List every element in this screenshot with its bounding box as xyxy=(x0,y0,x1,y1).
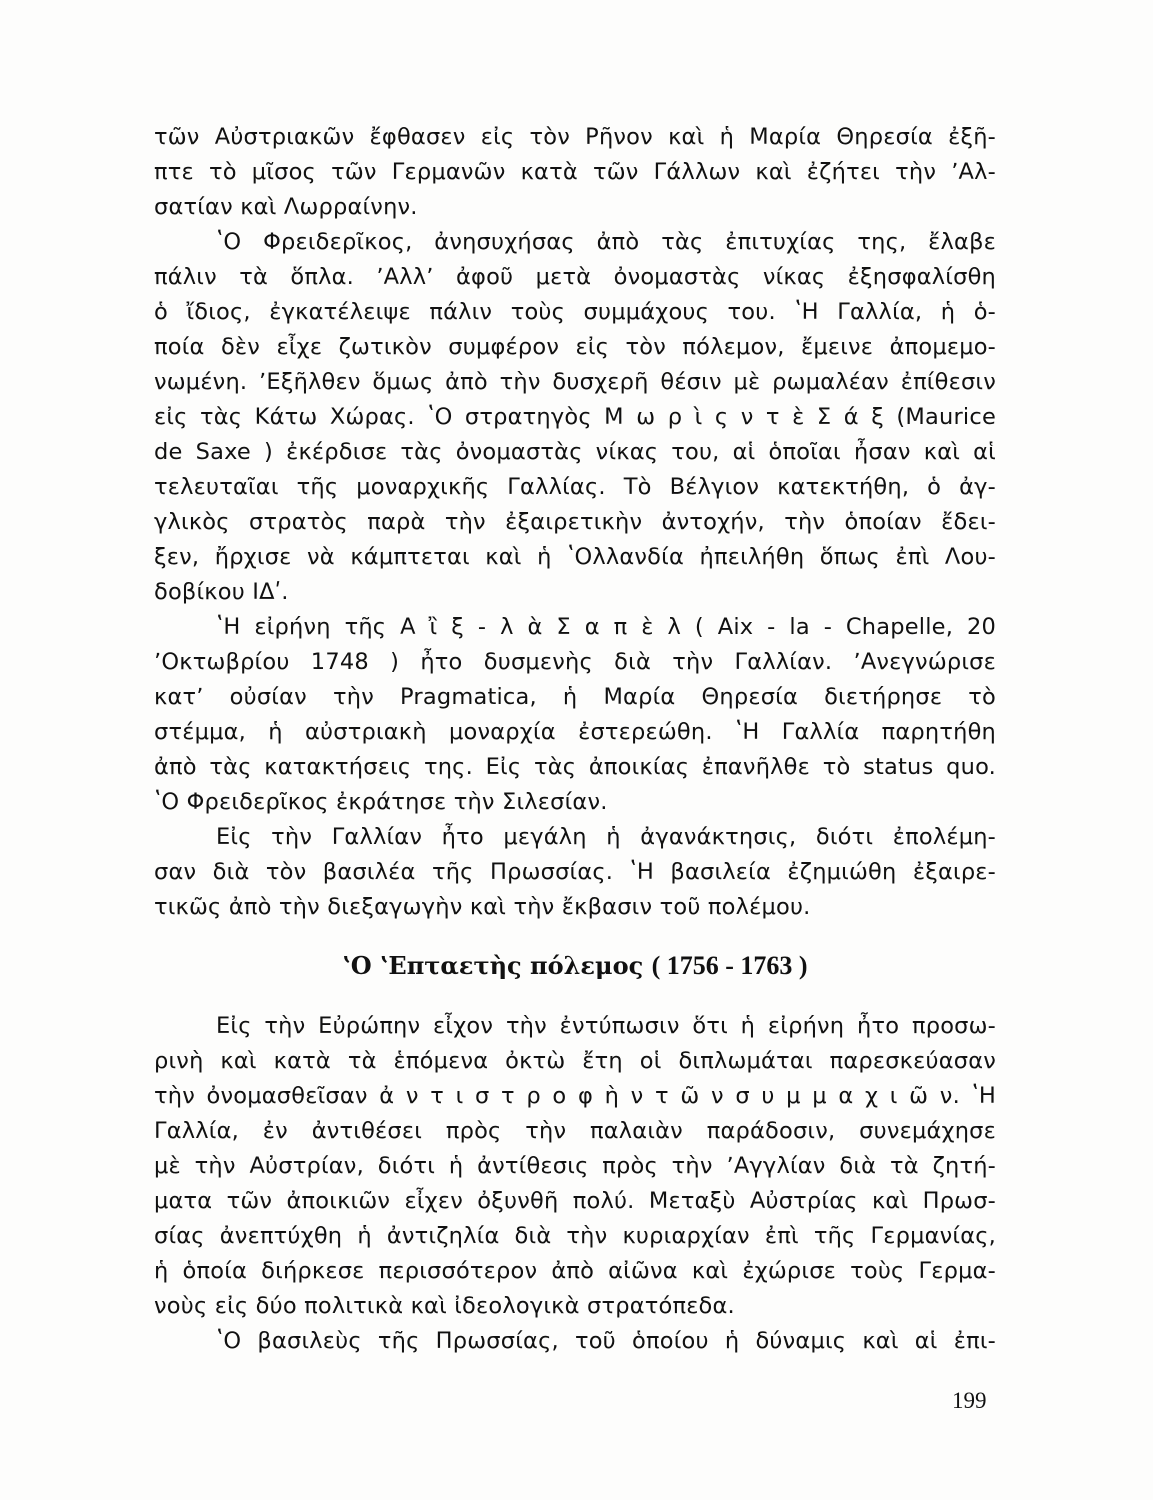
section-heading xyxy=(154,946,996,986)
text-line: ʼΟκτωβρίου 1748 ) ἦτο δυσμενὴς διὰ τὴν Γαλλίαν. ʼΑνεγνώρισε xyxy=(154,649,996,675)
paragraph-start-line: ʽΟ Φρειδερῖκος, ἀνησυχήσας ἀπὸ τὰς ἐπιτυχίας της, ἔλαβε xyxy=(216,229,996,255)
paragraph-start-line: ʽΟ βασιλεὺς τῆς Πρωσσίας, τοῦ ὁποίου ἡ δύναμις καὶ αἱ ἐπι- xyxy=(216,1328,996,1354)
text-line: ξεν, ἤρχισε νὰ κάμπτεται καὶ ἡ ʽΟλλανδία ἠπειλήθη ὅπως ἐπὶ Λου- xyxy=(154,544,996,570)
paragraph-start-line: Εἰς τὴν Εὐρώπην εἶχον τὴν ἐντύπωσιν ὅτι ἡ εἰρήνη ἦτο προσω- xyxy=(216,1013,996,1039)
text-line: τελευταῖαι τῆς μοναρχικῆς Γαλλίας. Τὸ Βέλγιον κατεκτήθη, ὁ ἀγ- xyxy=(154,474,996,500)
text-line: νωμένη. ʼΕξῆλθεν ὅμως ἀπὸ τὴν δυσχερῆ θέσιν μὲ ρωμαλέαν ἐπίθεσιν xyxy=(154,369,996,395)
body-text-block-2 xyxy=(154,1009,996,1359)
text-line: Γαλλία, ἐν ἀντιθέσει πρὸς τὴν παλαιὰν παράδοσιν, συνεμάχησε xyxy=(154,1118,996,1144)
body-text-block-1 xyxy=(154,120,996,925)
section-heading-title: ʽΟ ʽΕπταετὴς πόλεμος xyxy=(342,951,644,980)
text-line: σίας ἀνεπτύχθη ἡ ἀντιζηλία διὰ τὴν κυριαρχίαν ἐπὶ τῆς Γερμανίας, xyxy=(154,1223,996,1249)
text-line: ʽΟ Φρειδερῖκος ἐκράτησε τὴν Σιλεσίαν. xyxy=(154,789,608,815)
section-heading-years: ( 1756 - 1763 ) xyxy=(651,951,808,980)
text-line: τικῶς ἀπὸ τὴν διεξαγωγὴν καὶ τὴν ἔκβασιν τοῦ πολέμου. xyxy=(154,894,811,920)
text-line: ρινὴ καὶ κατὰ τὰ ἑπόμενα ὀκτὼ ἔτη οἱ διπλωμάται παρεσκεύασαν xyxy=(154,1048,996,1074)
text-line: ἡ ὁποία διήρκεσε περισσότερον ἀπὸ αἰῶνα καὶ ἐχώρισε τοὺς Γερμα- xyxy=(154,1258,996,1284)
text-line: τῶν Αὐστριακῶν ἔφθασεν εἰς τὸν Ρῆνον καὶ ἡ Μαρία Θηρεσία ἐξῆ- xyxy=(154,124,996,150)
text-line: νοὺς εἰς δύο πολιτικὰ καὶ ἰδεολογικὰ στρατόπεδα. xyxy=(154,1293,735,1319)
text-line: ὁ ἴδιος, ἐγκατέλειψε πάλιν τοὺς συμμάχους του. ʽΗ Γαλλία, ἡ ὁ- xyxy=(154,299,996,325)
text-line: σαν διὰ τὸν βασιλέα τῆς Πρωσσίας. ʽΗ βασιλεία ἐζημιώθη ἐξαιρε- xyxy=(154,859,996,885)
text-line: de Saxe ) ἐκέρδισε τὰς ὀνομαστὰς νίκας του, αἱ ὁποῖαι ἦσαν καὶ αἱ xyxy=(154,439,996,465)
text-line: πτε τὸ μῖσος τῶν Γερμανῶν κατὰ τῶν Γάλλων καὶ ἐζήτει τὴν ʼΑλ- xyxy=(154,159,996,185)
text-line: δοβίκου ΙΔʹ. xyxy=(154,579,289,605)
text-line: γλικὸς στρατὸς παρὰ τὴν ἐξαιρετικὴν ἀντοχήν, τὴν ὁποίαν ἔδει- xyxy=(154,509,996,535)
paragraph-start-line: ʽΗ εἰρήνη τῆς Α ἲ ξ - λ ὰ Σ α π ὲ λ ( Aix - la - Chapelle, 20 xyxy=(216,614,996,640)
paragraph-start-line: Εἰς τὴν Γαλλίαν ἦτο μεγάλη ἡ ἀγανάκτησις, διότι ἐπολέμη- xyxy=(216,824,996,850)
text-line: εἰς τὰς Κάτω Χώρας. ʽΟ στρατηγὸς Μ ω ρ ὶ ς ν τ ὲ Σ ά ξ (Maurice xyxy=(154,404,996,430)
text-line: πάλιν τὰ ὅπλα. ʼΑλλʼ ἀφοῦ μετὰ ὀνομαστὰς νίκας ἐξησφαλίσθη xyxy=(154,264,996,290)
text-line: μὲ τὴν Αὐστρίαν, διότι ἡ ἀντίθεσις πρὸς τὴν ʼΑγγλίαν διὰ τὰ ζητή- xyxy=(154,1153,996,1179)
text-line: στέμμα, ἡ αὐστριακὴ μοναρχία ἐστερεώθη. ʽΗ Γαλλία παρητήθη xyxy=(154,719,996,745)
text-line: ματα τῶν ἀποικιῶν εἶχεν ὀξυνθῆ πολύ. Μεταξὺ Αὐστρίας καὶ Πρωσ- xyxy=(154,1188,996,1214)
text-line: σατίαν καὶ Λωρραίνην. xyxy=(154,194,418,220)
text-line: κατʼ οὐσίαν τὴν Pragmatica, ἡ Μαρία Θηρεσία διετήρησε τὸ xyxy=(154,684,996,710)
text-line: ἀπὸ τὰς κατακτήσεις της. Εἰς τὰς ἀποικίας ἐπανῆλθε τὸ status quo. xyxy=(154,754,996,780)
text-line: ποία δὲν εἶχε ζωτικὸν συμφέρον εἰς τὸν πόλεμον, ἔμεινε ἀπομεμο- xyxy=(154,334,996,360)
page-number: 199 xyxy=(952,1388,987,1413)
text-line: τὴν ὀνομασθεῖσαν ἀ ν τ ι σ τ ρ ο φ ὴ ν τ ῶ ν σ υ μ μ α χ ι ῶ ν. ʽΗ xyxy=(154,1083,996,1109)
